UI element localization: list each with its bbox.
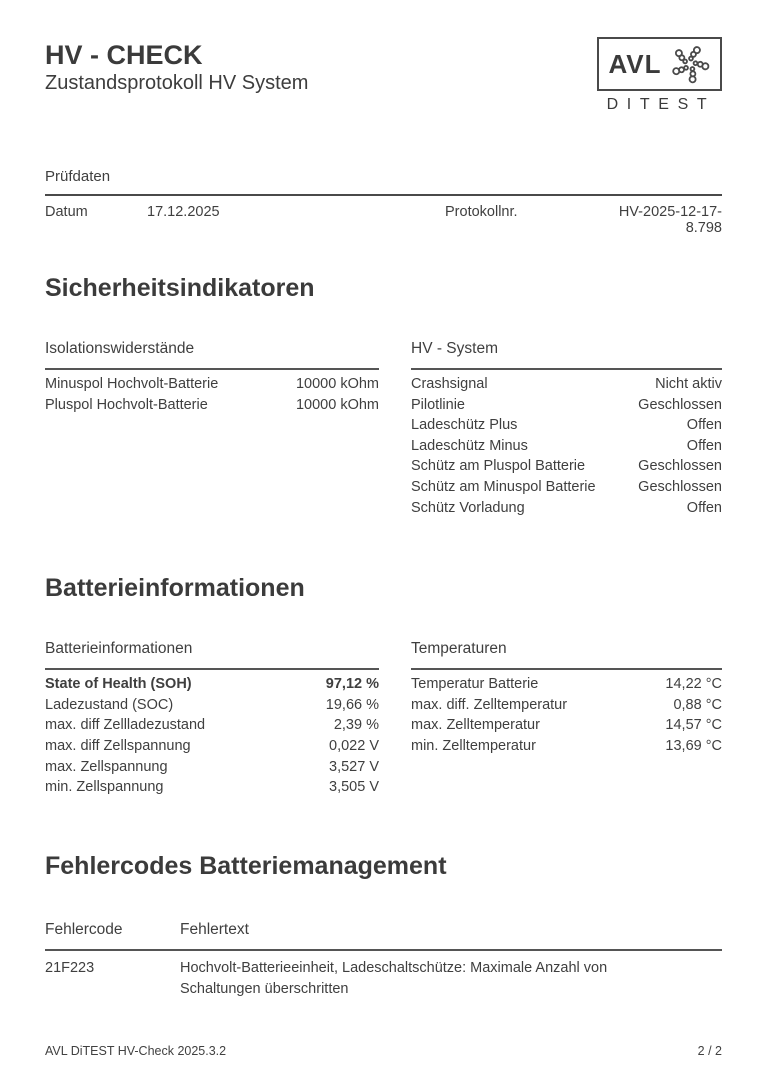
table-row xyxy=(411,674,722,695)
footer-version-text: AVL DiTEST HV-Check 2025.3.2 xyxy=(45,1044,227,1058)
table-row xyxy=(45,695,379,716)
document-footer xyxy=(45,1044,722,1058)
page-subtitle: Zustandsprotokoll HV System xyxy=(45,72,309,95)
isolation-rows xyxy=(45,370,379,415)
fault-table xyxy=(45,921,722,1000)
avl-brand-text: AVL xyxy=(608,48,662,79)
row-label: Pluspol Hochvolt-Batterie xyxy=(45,396,208,413)
table-row xyxy=(411,477,722,498)
row-value: 3,505 V xyxy=(329,779,379,796)
temperatures-table xyxy=(411,640,722,798)
row-value: 97,12 % xyxy=(325,676,379,693)
table-row xyxy=(411,498,722,519)
section-pruefdaten xyxy=(45,168,722,242)
datum-value: 17.12.2025 xyxy=(147,204,220,220)
fault-table-header xyxy=(45,921,722,951)
hv-system-rows xyxy=(411,370,722,518)
pruefdaten-row xyxy=(45,196,722,242)
row-value: 14,57 °C xyxy=(665,717,722,734)
table-row xyxy=(411,436,722,457)
row-label: max. diff Zellladezustand xyxy=(45,717,206,734)
temperatures-rows xyxy=(411,670,722,756)
table-row xyxy=(411,736,722,757)
row-label: max. Zelltemperatur xyxy=(411,717,540,734)
section-batterieinformationen xyxy=(45,574,722,798)
battery-section-heading: Batterieinformationen xyxy=(45,574,305,603)
row-label: Ladezustand (SOC) xyxy=(45,696,174,713)
battery-info-table xyxy=(45,640,379,798)
row-label: Temperatur Batterie xyxy=(411,676,539,693)
pruefdaten-heading: Prüfdaten xyxy=(45,168,111,185)
row-value: 19,66 % xyxy=(325,696,379,713)
document-header xyxy=(45,0,722,114)
fault-text-column-header: Fehlertext xyxy=(180,920,249,938)
title-block xyxy=(45,40,308,95)
row-value: 10000 kOhm xyxy=(295,376,379,392)
row-label: Pilotlinie xyxy=(411,396,465,413)
table-row xyxy=(45,395,379,416)
temperatures-table-title: Temperaturen xyxy=(411,640,722,670)
row-label: Ladeschütz Plus xyxy=(411,417,518,434)
table-row xyxy=(45,715,379,736)
row-value: 2,39 % xyxy=(333,717,379,734)
row-label: min. Zellspannung xyxy=(45,779,164,796)
row-value: Offen xyxy=(686,417,722,434)
footer-page-number: 2 / 2 xyxy=(697,1044,722,1058)
row-value: Nicht aktiv xyxy=(655,376,722,392)
row-value: 0,88 °C xyxy=(673,696,722,713)
battery-columns xyxy=(45,640,722,798)
row-value: 10000 kOhm xyxy=(295,396,379,413)
row-label: State of Health (SOH) xyxy=(45,676,192,693)
fault-text: Hochvolt-Batterieeinheit, Ladeschaltschütze: Maximale Anzahl von Schaltungen überschritten xyxy=(180,959,608,997)
row-value: 13,69 °C xyxy=(665,737,722,754)
row-label: min. Zelltemperatur xyxy=(411,737,536,754)
table-row xyxy=(411,395,722,416)
faults-section-heading: Fehlercodes Batteriemanagement xyxy=(45,851,447,880)
row-value: 0,022 V xyxy=(329,737,379,754)
fault-code-column-header: Fehlercode xyxy=(45,920,123,938)
ditest-brand-text: DITEST xyxy=(606,96,716,113)
row-label: Minuspol Hochvolt-Batterie xyxy=(45,376,219,392)
safety-section-heading: Sicherheitsindikatoren xyxy=(45,274,315,302)
safety-columns xyxy=(45,340,722,518)
table-row xyxy=(45,674,379,695)
row-value: Offen xyxy=(686,437,722,454)
protokollnr-value: HV-2025-12-17-8.798 xyxy=(618,204,722,236)
table-row xyxy=(45,374,379,395)
table-row xyxy=(411,715,722,736)
row-label: Schütz am Minuspol Batterie xyxy=(411,478,596,495)
section-sicherheitsindikatoren xyxy=(45,274,722,518)
protokollnr-label: Protokollnr. xyxy=(445,204,518,220)
table-row xyxy=(45,757,379,778)
table-row xyxy=(411,695,722,716)
battery-info-table-title: Batterieinformationen xyxy=(45,640,379,670)
section-fehlercodes xyxy=(45,852,722,1000)
hv-system-table xyxy=(411,340,722,518)
avl-ditest-logo xyxy=(597,37,722,114)
page-title: HV - CHECK xyxy=(45,40,203,70)
fault-code: 21F223 xyxy=(45,959,95,976)
row-value: 14,22 °C xyxy=(665,676,722,693)
isolation-table-title: Isolationswiderstände xyxy=(45,340,379,370)
row-label: max. Zellspannung xyxy=(45,758,168,775)
row-value: Geschlossen xyxy=(638,458,722,475)
table-row xyxy=(411,456,722,477)
avl-pinwheel-icon xyxy=(669,43,711,85)
fault-rows xyxy=(45,951,722,1000)
avl-logo-box xyxy=(597,37,722,91)
table-row xyxy=(411,415,722,436)
row-value: Geschlossen xyxy=(638,396,722,413)
isolation-table xyxy=(45,340,379,518)
row-label: max. diff. Zelltemperatur xyxy=(411,696,568,713)
fault-row xyxy=(45,951,722,1000)
datum-label: Datum xyxy=(45,204,88,220)
table-row xyxy=(45,736,379,757)
row-value: 3,527 V xyxy=(329,758,379,775)
row-value: Geschlossen xyxy=(638,478,722,495)
row-label: Ladeschütz Minus xyxy=(411,437,528,454)
row-label: Schütz am Pluspol Batterie xyxy=(411,458,586,475)
table-row xyxy=(411,374,722,395)
table-row xyxy=(45,777,379,798)
hv-system-table-title: HV - System xyxy=(411,340,722,370)
row-label: Schütz Vorladung xyxy=(411,499,525,516)
row-value: Offen xyxy=(686,499,722,516)
row-label: Crashsignal xyxy=(411,376,488,392)
row-label: max. diff Zellspannung xyxy=(45,737,191,754)
battery-info-rows xyxy=(45,670,379,798)
